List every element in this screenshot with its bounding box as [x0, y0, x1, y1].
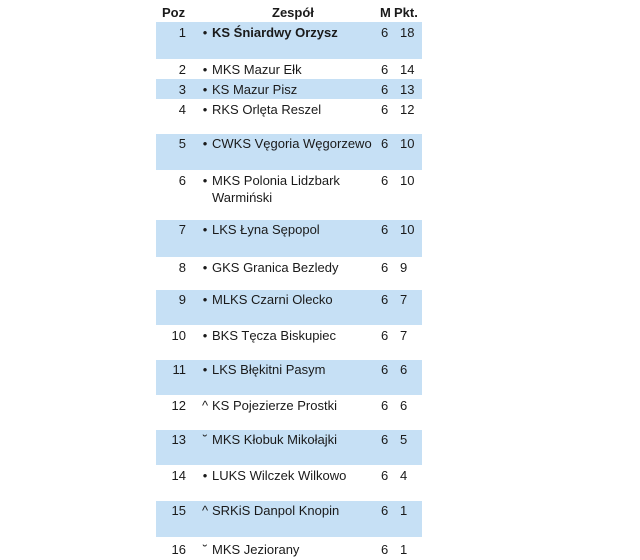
row-team-name: MKS Kłobuk Mikołajki [212, 432, 337, 447]
table-row [156, 170, 422, 220]
row-marker: • [202, 362, 208, 377]
row-matches: 6 [381, 260, 389, 275]
row-marker: • [202, 468, 208, 483]
row-matches: 6 [381, 542, 389, 557]
row-marker: ^ [201, 503, 209, 518]
row-position: 6 [178, 173, 186, 188]
row-team-name: KS Śniardwy Orzysz [212, 25, 338, 40]
table-row [156, 257, 422, 290]
table-row [156, 220, 422, 257]
row-points: 12 [400, 102, 415, 117]
row-position: 1 [178, 25, 186, 40]
row-team-name: MLKS Czarni Olecko [212, 292, 333, 307]
table-row [156, 59, 422, 79]
row-matches: 6 [381, 25, 389, 40]
row-position: 14 [171, 468, 186, 483]
row-matches: 6 [381, 362, 389, 377]
row-matches: 6 [381, 432, 389, 447]
row-position: 11 [172, 362, 186, 377]
table-row [156, 79, 422, 99]
row-points: 6 [400, 398, 408, 413]
row-marker: • [202, 102, 208, 117]
row-matches: 6 [381, 328, 389, 343]
row-position: 3 [178, 82, 186, 97]
table-row [156, 465, 422, 501]
row-points: 9 [400, 260, 408, 275]
row-points: 6 [400, 362, 408, 377]
table-row [156, 501, 422, 537]
row-points: 10 [400, 173, 415, 188]
row-marker: • [202, 260, 208, 275]
row-team-name: RKS Orlęta Reszel [212, 102, 322, 117]
table-row [156, 395, 422, 430]
row-points: 13 [400, 82, 415, 97]
table-row [156, 99, 422, 134]
row-team-name: LUKS Wilczek Wilkowo [212, 468, 347, 483]
row-points: 7 [400, 328, 408, 343]
row-points: 7 [400, 292, 408, 307]
row-team-name: MKS Jeziorany [212, 542, 300, 557]
row-team-name: KS Pojezierze Prostki [212, 398, 337, 413]
row-team-name: CWKS Vęgoria Węgorzewo [212, 136, 372, 151]
row-team-name: LKS Łyna Sępopol [212, 222, 320, 237]
row-position: 13 [171, 432, 186, 447]
row-points: 1 [400, 503, 408, 518]
row-points: 1 [400, 542, 408, 557]
row-matches: 6 [381, 62, 389, 77]
row-position: 8 [178, 260, 186, 275]
row-marker: • [202, 328, 208, 343]
row-marker: ˘ [202, 542, 208, 557]
row-marker: • [202, 25, 208, 40]
row-points: 10 [400, 222, 415, 237]
row-team-name: MKS Polonia Lidzbark Warmiński [212, 173, 340, 205]
row-matches: 6 [381, 222, 389, 237]
row-team-name: KS Mazur Pisz [212, 82, 298, 97]
row-points: 4 [400, 468, 408, 483]
standings-table [156, 0, 422, 557]
table-row [156, 537, 422, 557]
row-team-name: GKS Granica Bezledy [212, 260, 339, 275]
header-points: Pkt. [394, 5, 418, 20]
row-marker: ˘ [202, 432, 208, 447]
row-team-name: LKS Błękitni Pasym [212, 362, 326, 377]
row-points: 10 [400, 136, 415, 151]
header-team: Zespół [272, 5, 314, 20]
header-matches: M [380, 5, 391, 20]
row-position: 7 [178, 222, 186, 237]
row-position: 12 [171, 398, 186, 413]
row-matches: 6 [381, 102, 389, 117]
table-row [156, 134, 422, 170]
row-matches: 6 [381, 468, 389, 483]
row-marker: ^ [201, 398, 209, 413]
row-position: 9 [178, 292, 186, 307]
row-position: 16 [171, 542, 186, 557]
row-marker: • [202, 222, 208, 237]
row-matches: 6 [381, 82, 389, 97]
table-row [156, 290, 422, 325]
row-team-name: BKS Tęcza Biskupiec [212, 328, 337, 343]
row-marker: • [202, 136, 208, 151]
row-marker: • [202, 82, 208, 97]
row-matches: 6 [381, 136, 389, 151]
row-team-name: SRKiS Danpol Knopin [212, 503, 340, 518]
row-team-name: MKS Mazur Ełk [212, 62, 302, 77]
row-position: 2 [178, 62, 186, 77]
row-position: 10 [171, 328, 186, 343]
row-points: 18 [400, 25, 415, 40]
row-points: 5 [400, 432, 408, 447]
row-marker: • [202, 173, 208, 188]
row-position: 15 [171, 503, 186, 518]
row-points: 14 [400, 62, 415, 77]
row-marker: • [202, 62, 208, 77]
table-row [156, 360, 422, 395]
header-position: Poz [162, 5, 186, 20]
table-row [156, 430, 422, 465]
row-matches: 6 [381, 503, 389, 518]
row-matches: 6 [381, 398, 389, 413]
table-row [156, 325, 422, 360]
table-header [156, 0, 422, 22]
table-row [156, 22, 422, 59]
row-matches: 6 [381, 173, 389, 188]
row-position: 5 [178, 136, 186, 151]
row-matches: 6 [381, 292, 389, 307]
row-position: 4 [178, 102, 186, 117]
row-marker: • [202, 292, 208, 307]
